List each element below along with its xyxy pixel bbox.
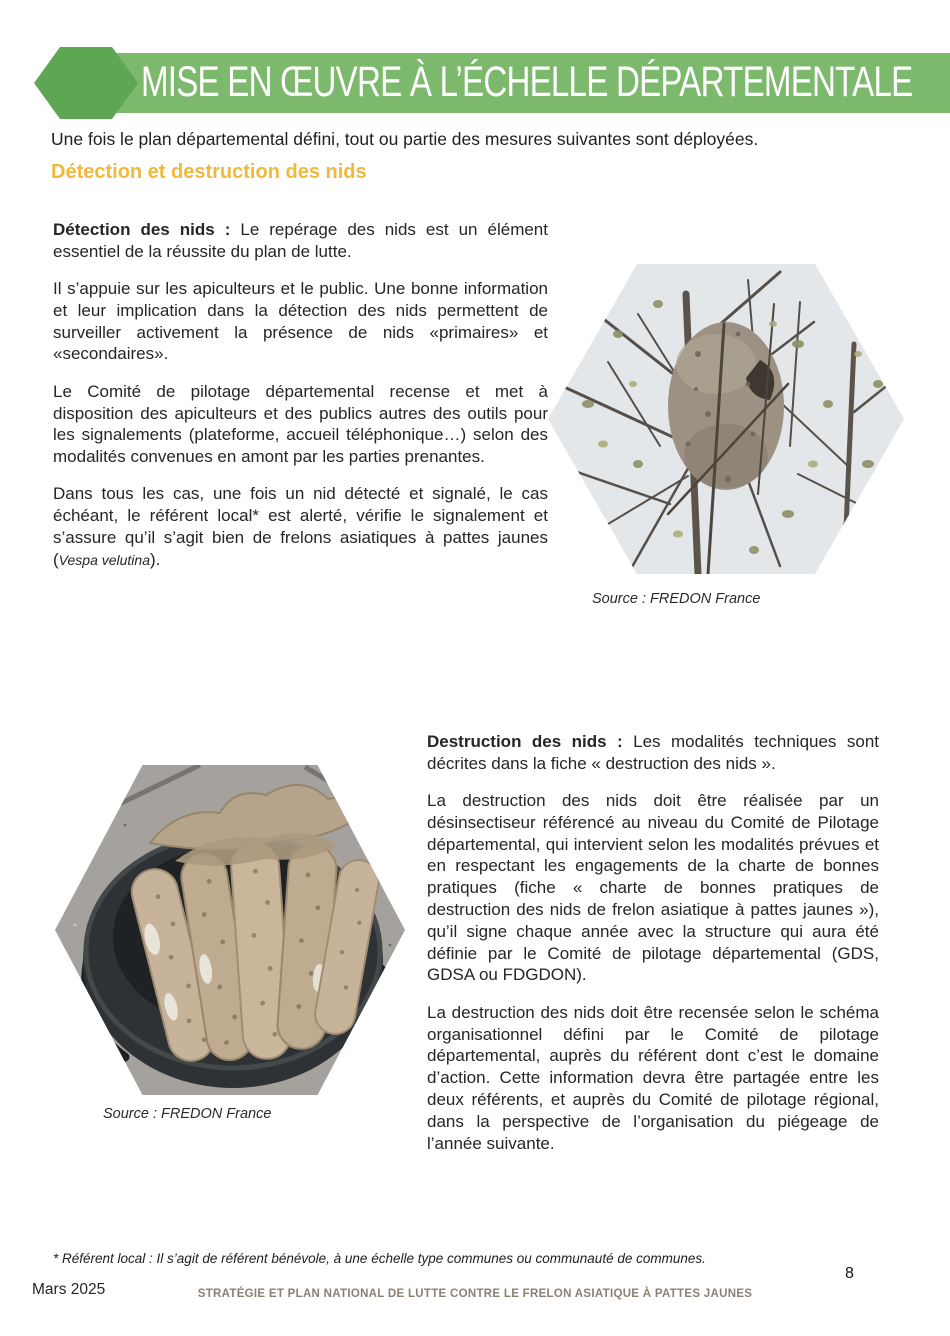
bucket-illustration <box>55 765 405 1095</box>
detection-lead-text: Le repérage des nids est un élément essentiel de la réussite du plan de lutte. <box>53 220 548 261</box>
page-title: MISE EN ŒUVRE À L’ÉCHELLE DÉPARTEMENTALE <box>141 58 913 106</box>
destruction-lead-text: Les modalités techniques sont décrites dans la fiche « destruction des nids ». <box>427 732 880 773</box>
nest-photo-caption: Source : FREDON France <box>592 591 761 607</box>
species-name: Vespa velutina <box>58 551 150 568</box>
detection-lead-label: Détection des nids : <box>53 220 231 239</box>
destruction-lead-label: Destruction des nids : <box>427 732 623 751</box>
detection-paragraph-2: Il s’appuie sur les apiculteurs et le public. Une bonne information et leur implication dans la détection des nids permettent de surveiller activement la présence de nids «primaires» et «secondaires». <box>53 279 548 364</box>
detection-paragraph-4-end: ). <box>150 549 161 569</box>
detection-paragraph-4 <box>53 483 548 571</box>
destruction-column <box>427 731 879 1170</box>
page-number: 8 <box>845 1265 854 1282</box>
section-heading: Détection et destruction des nids <box>51 161 367 183</box>
footnote: * Référent local : Il s’agit de référent bénévole, à une échelle type communes ou communauté de communes. <box>53 1251 706 1266</box>
destruction-paragraph-3: La destruction des nids doit être recensée selon le schéma organisationnel défini par le Comité de pilotage départemental, auprès du référent dont c’est le domaine d’action. Cette information devra être partagée entre les deux référents, et auprès du Comité de pilotage régional, dans la perspective de l’organisation du piégeage de l’année suivante. <box>427 1002 879 1153</box>
intro-text: Une fois le plan départemental défini, tout ou partie des mesures suivantes sont déployées. <box>51 129 759 149</box>
footer-document-title: STRATÉGIE ET PLAN NATIONAL DE LUTTE CONTRE LE FRELON ASIATIQUE À PATTES JAUNES <box>197 1288 753 1300</box>
detection-paragraph-4-text: Dans tous les cas, une fois un nid détecté et signalé, le cas échéant, le référent local* est alerté, vérifie le signalement et s’assure qu’il s’agit bien de frelons asiatiques à pattes jaunes ( <box>53 484 548 569</box>
destroyed-nests-bucket-photo <box>55 765 405 1095</box>
destruction-paragraph-lead <box>427 731 879 775</box>
nest-in-tree-photo <box>548 264 904 574</box>
destruction-paragraph-2: La destruction des nids doit être réalisée par un désinsectiseur référencé au niveau du Comité de Pilotage départemental, qui intervient selon les modalités prévues et en respectant les engagements de la charte de bonnes pratiques (fiche « charte de bonnes pratiques de destruction des nids de frelon asiatique à pattes jaunes »), qu’il signe chaque année avec la structure qui aura été définie par le Comité de pilotage départemental (GDS, GDSA ou FDGDON). <box>427 791 879 985</box>
bucket-photo-caption: Source : FREDON France <box>103 1106 272 1122</box>
detection-paragraph-lead <box>53 219 548 263</box>
nest-in-tree-illustration <box>548 264 904 574</box>
detection-paragraph-3: Le Comité de pilotage départemental recense et met à disposition des apiculteurs et des publics autres des outils pour les signalements (plateforme, accueil téléphonique…) selon des modalités convenues en amont par les parties prenantes. <box>53 381 548 467</box>
detection-column <box>53 219 548 587</box>
footer-date: Mars 2025 <box>32 1281 106 1298</box>
